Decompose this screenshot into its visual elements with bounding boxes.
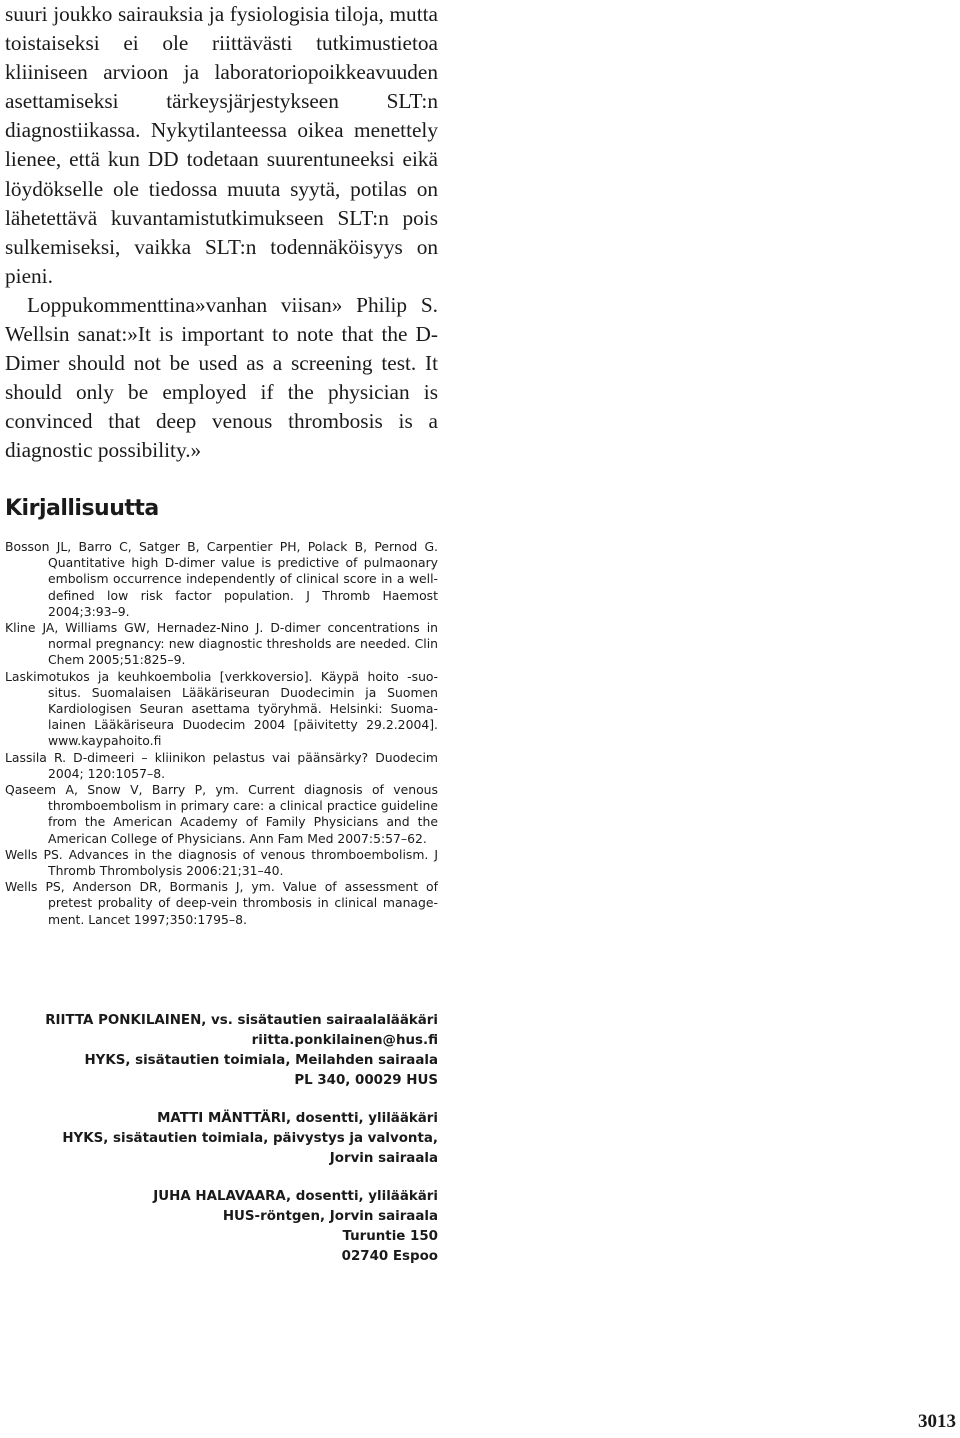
reference-item: Laskimotukos ja keuhkoembolia [verkkoversio]. Käypä hoito -suositus. Suomalaisen Lääkäriseuran Duodecimin ja Suomen Kardiologisen Seuran asettama työryhmä. Helsinki: Suomalainen Lääkäriseura Duodecim 2004 [päivitetty 29.2.2004]. www.kaypahoito.fi (5, 668, 438, 749)
reference-list (5, 539, 438, 928)
reference-item: Kline JA, Williams GW, Hernadez-Nino J. D-dimer concentrations in normal pregnancy: new diagnostic thresholds are needed. Clin Chem 2005;51:825–9. (5, 620, 438, 668)
author-block (5, 1011, 438, 1091)
reference-item: Qaseem A, Snow V, Barry P, ym. Current diagnosis of venous thromboembolism in primary care: a clinical practice guideline from the American Academy of Family Physicians and the American College of Physicians. Ann Fam Med 2007:5:57–62. (5, 782, 438, 846)
page-number: 3013 (918, 1411, 956, 1432)
author-affiliation: HYKS, sisätautien toimiala, Meilahden sairaala (84, 1053, 438, 1068)
body-paragraph: suuri joukko sairauksia ja fysiologisia tiloja, mutta toistaiseksi ei ole riittävästi tutkimustietoa kliiniseen arvioon ja laboratoriopoikkeavuuden asettamiseksi tärkeysjärjestykseen SLT:n diagnostiikassa. Nykytilanteessa oikea menettely lienee, että kun DD todetaan suurentuneeksi eikä löydökselle ole tiedossa muuta syytä, potilas on lähetettävä kuvantamistutkimukseen SLT:n pois sulkemiseksi, vaikka SLT:n todennäköisyys on pieni. (5, 2, 438, 288)
author-email[interactable]: riitta.ponkilainen@hus.fi (251, 1033, 438, 1048)
reference-item: Bosson JL, Barro C, Satger B, Carpentier PH, Polack B, Pernod G. Quantitative high D-dimer value is predictive of pulmaonary embolism occurrence independently of clinical score in a well-defined low risk factor population. J Thromb Haemost 2004;3:93–9. (5, 539, 438, 619)
author-info (5, 1011, 438, 1285)
body-paragraph: Loppukommenttina»vanhan viisan» Philip S. Wellsin sanat:»It is important to note that the D-Dimer should not be used as a screening test. It should only be employed if the physician is convinced that deep venous thrombosis is a diagnostic possibility.» (5, 292, 438, 463)
reference-item: Lassila R. D-dimeeri – kliinikon pelastus vai päänsärky? Duodecim 2004; 120:1057–8. (5, 749, 438, 781)
author-affiliation: HYKS, sisätautien toimiala, päivystys ja valvonta, (62, 1131, 438, 1146)
author-address: PL 340, 00029 HUS (294, 1073, 438, 1088)
author-block (5, 1187, 438, 1267)
author-block (5, 1109, 438, 1169)
author-name-title: MATTI MÄNTTÄRI, dosentti, ylilääkäri (157, 1111, 438, 1126)
reference-item: Wells PS. Advances in the diagnosis of venous thromboembolism. J Thromb Thrombolysis 2006:21;31–40. (5, 846, 438, 879)
author-name-title: RIITTA PONKILAINEN, vs. sisätautien sairaalalääkäri (45, 1013, 438, 1028)
references-heading: Kirjallisuutta (5, 496, 159, 521)
author-address: Turuntie 150 (342, 1229, 438, 1244)
author-affiliation: Jorvin sairaala (329, 1151, 438, 1166)
author-name-title: JUHA HALAVAARA, dosentti, ylilääkäri (153, 1189, 438, 1204)
article-body (5, 0, 438, 466)
reference-item: Wells PS, Anderson DR, Bormanis J, ym. Value of assessment of pretest probality of deep-vein thrombosis in clinical management. Lancet 1997;350:1795–8. (5, 879, 438, 927)
author-affiliation: HUS-röntgen, Jorvin sairaala (222, 1209, 438, 1224)
author-address: 02740 Espoo (341, 1249, 438, 1264)
